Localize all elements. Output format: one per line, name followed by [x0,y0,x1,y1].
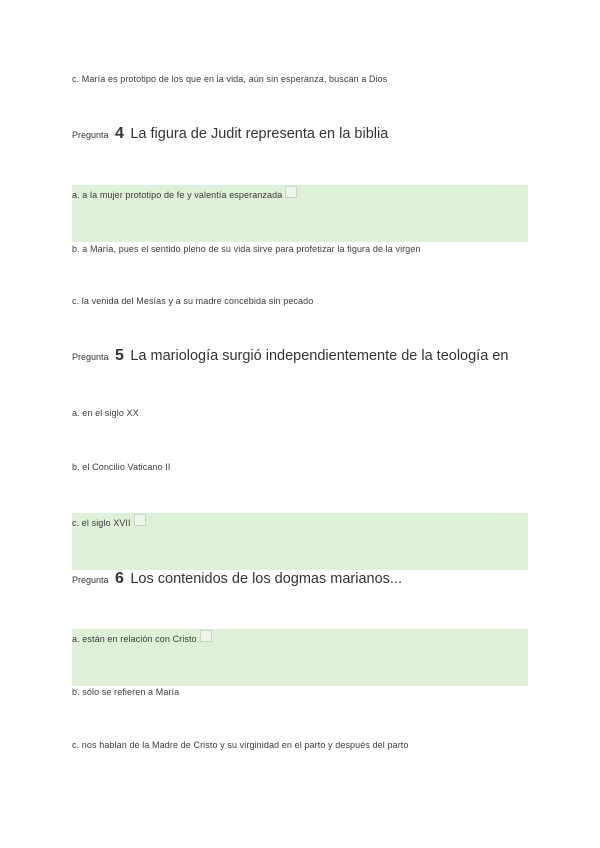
q6-option-b[interactable] [72,686,528,698]
question-label: Pregunta [72,575,109,585]
question-text: La figura de Judit representa en la biblia [130,126,389,142]
q6-option-c[interactable] [72,739,528,751]
q5-option-c[interactable] [72,513,528,570]
option-text: a. en el siglo XX [72,408,139,418]
q5-option-a[interactable] [72,407,528,419]
question-6-heading [72,570,528,588]
option-text: c. María es prototipo de los que en la vida, aún sin esperanza, buscan a Dios [72,74,388,84]
q4-option-a[interactable] [72,185,528,242]
option-prev-c [72,73,528,85]
question-4-heading [72,125,528,143]
option-text: a. a la mujer prototipo de fe y valentía esperanzada [72,190,283,200]
option-text: c. nos hablan de la Madre de Cristo y su virginidad en el parto y después del parto [72,740,409,750]
option-text: b. sólo se refieren a María [72,687,180,697]
question-5-heading [72,347,528,365]
q4-option-c[interactable] [72,295,528,307]
option-text: c. la venida del Mesías y a su madre concebida sin pecado [72,296,314,306]
question-label: Pregunta [72,352,109,362]
question-label: Pregunta [72,130,109,140]
question-text: Los contenidos de los dogmas marianos... [130,571,402,587]
checkbox-icon[interactable] [134,514,146,526]
q6-option-a[interactable] [72,629,528,686]
question-number: 5 [114,347,124,364]
option-text: b. a María, pues el sentido pleno de su vida sirve para profetizar la figura de la virgen [72,244,421,254]
q5-option-b[interactable] [72,461,528,473]
checkbox-icon[interactable] [200,630,212,642]
question-number: 6 [114,570,124,587]
option-text: b. el Concilio Vaticano II [72,462,171,472]
option-text: c. el siglo XVII [72,518,131,528]
question-number: 4 [114,125,124,142]
option-text: a. están en relación con Cristo [72,634,197,644]
checkbox-icon[interactable] [285,186,297,198]
q4-option-b[interactable] [72,243,528,255]
question-text: La mariología surgió independientemente de la teología en [130,348,509,364]
